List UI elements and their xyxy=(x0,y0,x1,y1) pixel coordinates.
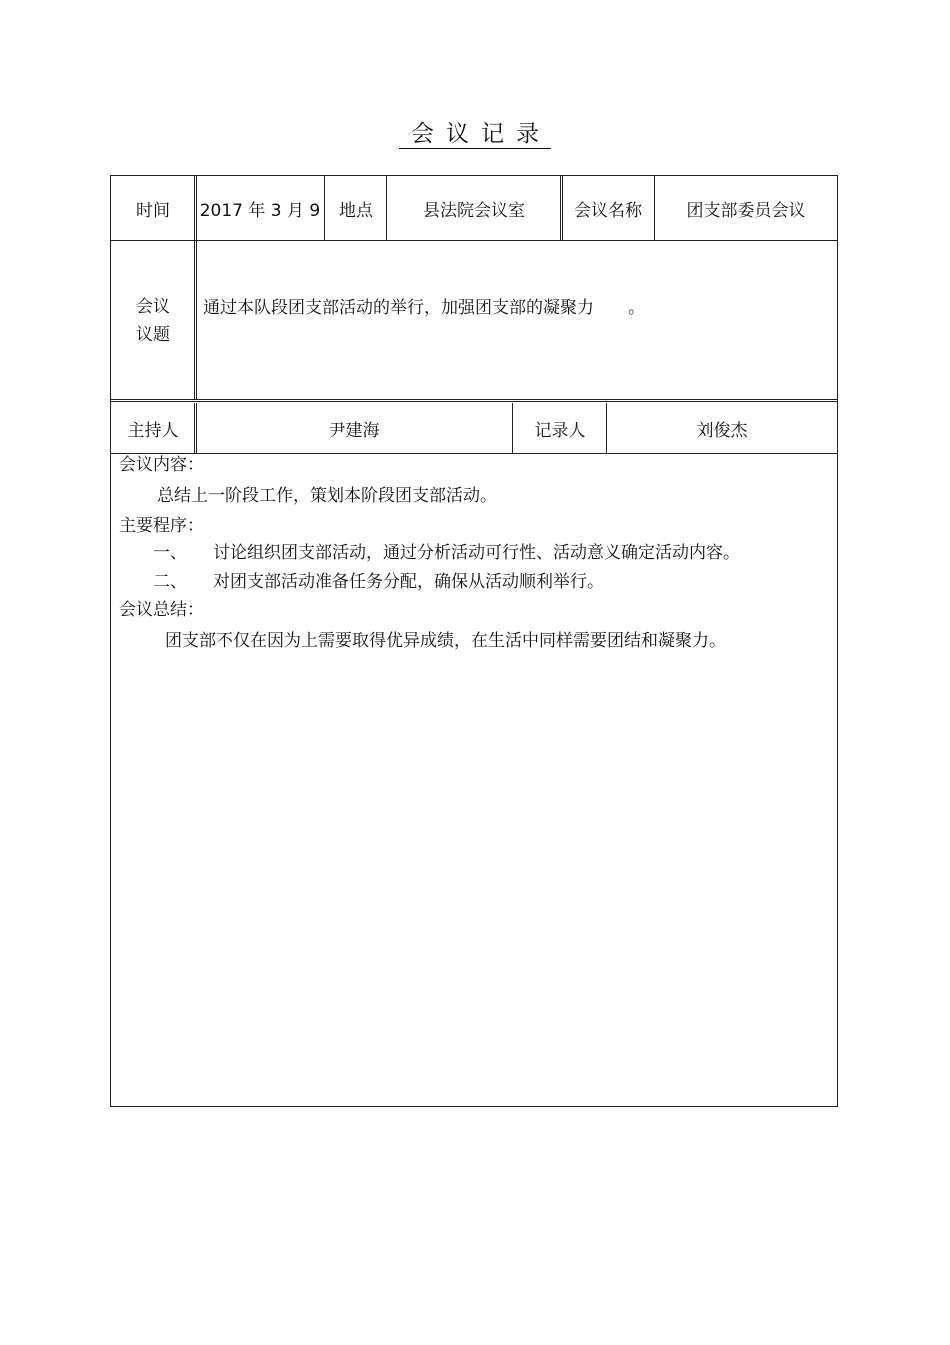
divider xyxy=(111,399,837,402)
place-value: 县法院会议室 xyxy=(423,200,525,221)
procedure-heading: 主要程序： xyxy=(119,516,204,536)
recorder-value: 刘俊杰 xyxy=(696,420,748,441)
meeting-record-table xyxy=(110,175,838,1107)
summary-text: 团支部不仅在因为上需要取得优异成绩，在生活中同样需要团结和凝聚力。 xyxy=(165,631,726,651)
divider xyxy=(606,403,607,453)
host-value: 尹建海 xyxy=(328,420,380,441)
divider xyxy=(111,240,837,241)
meeting-name-label: 会议名称 xyxy=(574,200,642,221)
procedure-item-2-text: 对团支部活动准备任务分配，确保从活动顺利举行。 xyxy=(213,572,604,592)
place-label: 地点 xyxy=(339,200,373,221)
time-value: 2017 年 3 月 9 xyxy=(199,200,321,221)
divider xyxy=(194,241,197,400)
topic-label-line1: 会议 xyxy=(136,296,170,317)
procedure-item-1-number: 一、 xyxy=(153,543,187,563)
topic-label-line2: 议题 xyxy=(136,324,170,345)
divider xyxy=(560,176,563,240)
divider xyxy=(512,403,513,453)
divider xyxy=(386,176,387,240)
time-label: 时间 xyxy=(136,200,170,221)
divider xyxy=(324,176,325,240)
divider xyxy=(654,176,655,240)
summary-heading: 会议总结： xyxy=(119,600,204,620)
host-label: 主持人 xyxy=(127,420,179,441)
topic-label xyxy=(111,241,195,400)
recorder-label: 记录人 xyxy=(534,420,586,441)
divider xyxy=(111,453,837,454)
procedure-item-1-text: 讨论组织团支部活动，通过分析活动可行性、活动意义确定活动内容。 xyxy=(213,543,740,563)
page-title: 会议记录 xyxy=(0,118,950,150)
meeting-name-value: 团支部委员会议 xyxy=(686,200,806,221)
procedure-item-2-number: 二、 xyxy=(153,572,187,592)
divider xyxy=(194,403,197,453)
content-heading: 会议内容： xyxy=(119,455,204,475)
divider xyxy=(194,176,197,240)
content-text: 总结上一阶段工作，策划本阶段团支部活动。 xyxy=(157,486,497,506)
topic-text: 通过本队段团支部活动的举行，加强团支部的凝聚力 。 xyxy=(203,298,645,318)
